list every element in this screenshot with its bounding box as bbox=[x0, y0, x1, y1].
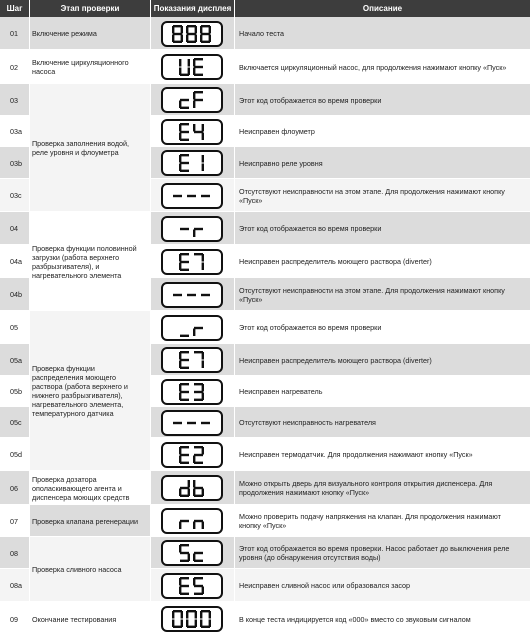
column-divider bbox=[234, 0, 235, 636]
display-code bbox=[161, 87, 223, 113]
stage-label: Проверка заполнения водой, реле уровня и флоуметра bbox=[29, 84, 150, 212]
row-divider bbox=[0, 49, 530, 50]
description: Неисправен флоуметр bbox=[234, 116, 530, 147]
header-display: Показания дисплея bbox=[150, 0, 234, 17]
display-code bbox=[161, 216, 223, 242]
display-code bbox=[161, 540, 223, 566]
description: Включается циркуляционный насос, для продолжения нажимают кнопку «Пуск» bbox=[234, 50, 530, 84]
description: Отсутствуют неисправность нагревателя bbox=[234, 407, 530, 438]
row-divider bbox=[0, 568, 29, 569]
column-divider bbox=[29, 0, 30, 636]
display-code bbox=[161, 150, 223, 176]
row-divider bbox=[150, 244, 530, 245]
description: В конце теста индицируется код «000» вместо со звуковым сигналом bbox=[234, 602, 530, 636]
row-divider bbox=[0, 375, 29, 376]
column-divider bbox=[150, 0, 151, 636]
row-divider bbox=[150, 568, 530, 569]
display-code bbox=[161, 410, 223, 436]
row-divider bbox=[150, 277, 530, 278]
step-number: 05c bbox=[0, 407, 29, 438]
step-number: 05a bbox=[0, 344, 29, 376]
row-divider bbox=[150, 437, 530, 438]
header-step: Шаг bbox=[0, 0, 29, 17]
display-code bbox=[161, 183, 223, 209]
display-code bbox=[161, 21, 223, 47]
step-number: 09 bbox=[0, 602, 29, 636]
row-divider bbox=[0, 310, 530, 311]
display-cell bbox=[150, 569, 234, 602]
description: Отсутствуют неисправности на этом этапе. Для продолжения нажимают кнопку «Пуск» bbox=[234, 278, 530, 311]
row-divider bbox=[0, 406, 29, 407]
display-code bbox=[161, 508, 223, 534]
row-divider bbox=[0, 178, 29, 179]
description: Неисправен нагреватель bbox=[234, 376, 530, 407]
display-cell bbox=[150, 17, 234, 50]
step-number: 07 bbox=[0, 505, 29, 537]
display-cell bbox=[150, 147, 234, 179]
description: Неисправно реле уровня bbox=[234, 147, 530, 179]
display-code bbox=[161, 442, 223, 468]
step-number: 08a bbox=[0, 569, 29, 602]
display-code bbox=[161, 119, 223, 145]
display-cell bbox=[150, 84, 234, 116]
row-divider bbox=[150, 375, 530, 376]
stage-label: Проверка функции распределения моющего раствора (работа верхнего и нижнего разбрызгивателя), нагревательного элемента, температурного датчика bbox=[29, 311, 150, 471]
step-number: 03a bbox=[0, 116, 29, 147]
display-cell bbox=[150, 602, 234, 636]
step-number: 08 bbox=[0, 537, 29, 569]
row-divider bbox=[150, 115, 530, 116]
display-cell bbox=[150, 179, 234, 212]
stage-label: Окончание тестирования bbox=[29, 602, 150, 636]
step-number: 05b bbox=[0, 376, 29, 407]
display-cell bbox=[150, 212, 234, 245]
description: Этот код отображается во время проверки. Насос работает до выключения реле уровня (до обнаружения отсутствия воды) bbox=[234, 537, 530, 569]
row-divider bbox=[150, 146, 530, 147]
description: Можно открыть дверь для визуального контроля открытия диспенсера. Для продолжения нажимают кнопку «Пуск» bbox=[234, 471, 530, 505]
display-cell bbox=[150, 344, 234, 376]
row-divider bbox=[0, 115, 29, 116]
row-divider bbox=[0, 277, 29, 278]
step-number: 02 bbox=[0, 50, 29, 84]
display-cell bbox=[150, 311, 234, 344]
row-divider bbox=[0, 437, 29, 438]
display-code bbox=[161, 379, 223, 405]
row-divider bbox=[150, 343, 530, 344]
description: Этот код отображается во время проверки bbox=[234, 311, 530, 344]
description: Неисправен распределитель моющего раствора (diverter) bbox=[234, 344, 530, 376]
row-divider bbox=[0, 244, 29, 245]
display-cell bbox=[150, 50, 234, 84]
display-cell bbox=[150, 537, 234, 569]
step-number: 03c bbox=[0, 179, 29, 212]
display-cell bbox=[150, 505, 234, 537]
stage-label: Включение режима bbox=[29, 17, 150, 50]
step-number: 04 bbox=[0, 212, 29, 245]
row-divider bbox=[0, 211, 530, 212]
description: Этот код отображается во время проверки bbox=[234, 84, 530, 116]
description: Неисправен распределитель моющего раствора (diverter) bbox=[234, 245, 530, 278]
stage-label: Проверка клапана регенерации bbox=[29, 505, 150, 537]
row-divider bbox=[0, 536, 530, 537]
step-number: 05d bbox=[0, 438, 29, 471]
description: Неисправен сливной насос или образовался засор bbox=[234, 569, 530, 602]
description: Можно проверить подачу напряжения на клапан. Для продолжения нажимают кнопку «Пуск» bbox=[234, 505, 530, 537]
stage-label: Проверка дозатора ополаскивающего агента и диспенсера моющих средств bbox=[29, 471, 150, 505]
description: Начало теста bbox=[234, 17, 530, 50]
row-divider bbox=[0, 504, 530, 505]
display-cell bbox=[150, 438, 234, 471]
display-code bbox=[161, 282, 223, 308]
display-cell bbox=[150, 471, 234, 505]
step-number: 01 bbox=[0, 17, 29, 50]
display-code bbox=[161, 475, 223, 501]
description: Этот код отображается во время проверки bbox=[234, 212, 530, 245]
row-divider bbox=[150, 178, 530, 179]
step-number: 03 bbox=[0, 84, 29, 116]
display-cell bbox=[150, 376, 234, 407]
description: Неисправен термодатчик. Для продолжения нажимают кнопку «Пуск» bbox=[234, 438, 530, 471]
display-code bbox=[161, 54, 223, 80]
row-divider bbox=[0, 470, 530, 471]
description: Отсутствуют неисправности на этом этапе. Для продолжения нажимают кнопку «Пуск» bbox=[234, 179, 530, 212]
step-number: 03b bbox=[0, 147, 29, 179]
display-cell bbox=[150, 245, 234, 278]
step-number: 05 bbox=[0, 311, 29, 344]
display-cell bbox=[150, 407, 234, 438]
display-code bbox=[161, 315, 223, 341]
stage-label: Включение циркуляционного насоса bbox=[29, 50, 150, 84]
stage-label: Проверка функции половинной загрузки (работа верхнего разбрызгивателя), и нагревательного элемента bbox=[29, 212, 150, 311]
step-number: 04a bbox=[0, 245, 29, 278]
display-code bbox=[161, 606, 223, 632]
row-divider bbox=[150, 406, 530, 407]
display-code bbox=[161, 249, 223, 275]
stage-label: Проверка сливного насоса bbox=[29, 537, 150, 602]
header-stage: Этап проверки bbox=[29, 0, 150, 17]
step-number: 04b bbox=[0, 278, 29, 311]
display-cell bbox=[150, 116, 234, 147]
display-code bbox=[161, 573, 223, 599]
step-number: 06 bbox=[0, 471, 29, 505]
display-cell bbox=[150, 278, 234, 311]
header-description: Описание bbox=[234, 0, 530, 17]
row-divider bbox=[0, 146, 29, 147]
display-code bbox=[161, 347, 223, 373]
row-divider bbox=[0, 343, 29, 344]
row-divider bbox=[0, 601, 530, 602]
row-divider bbox=[0, 83, 530, 84]
